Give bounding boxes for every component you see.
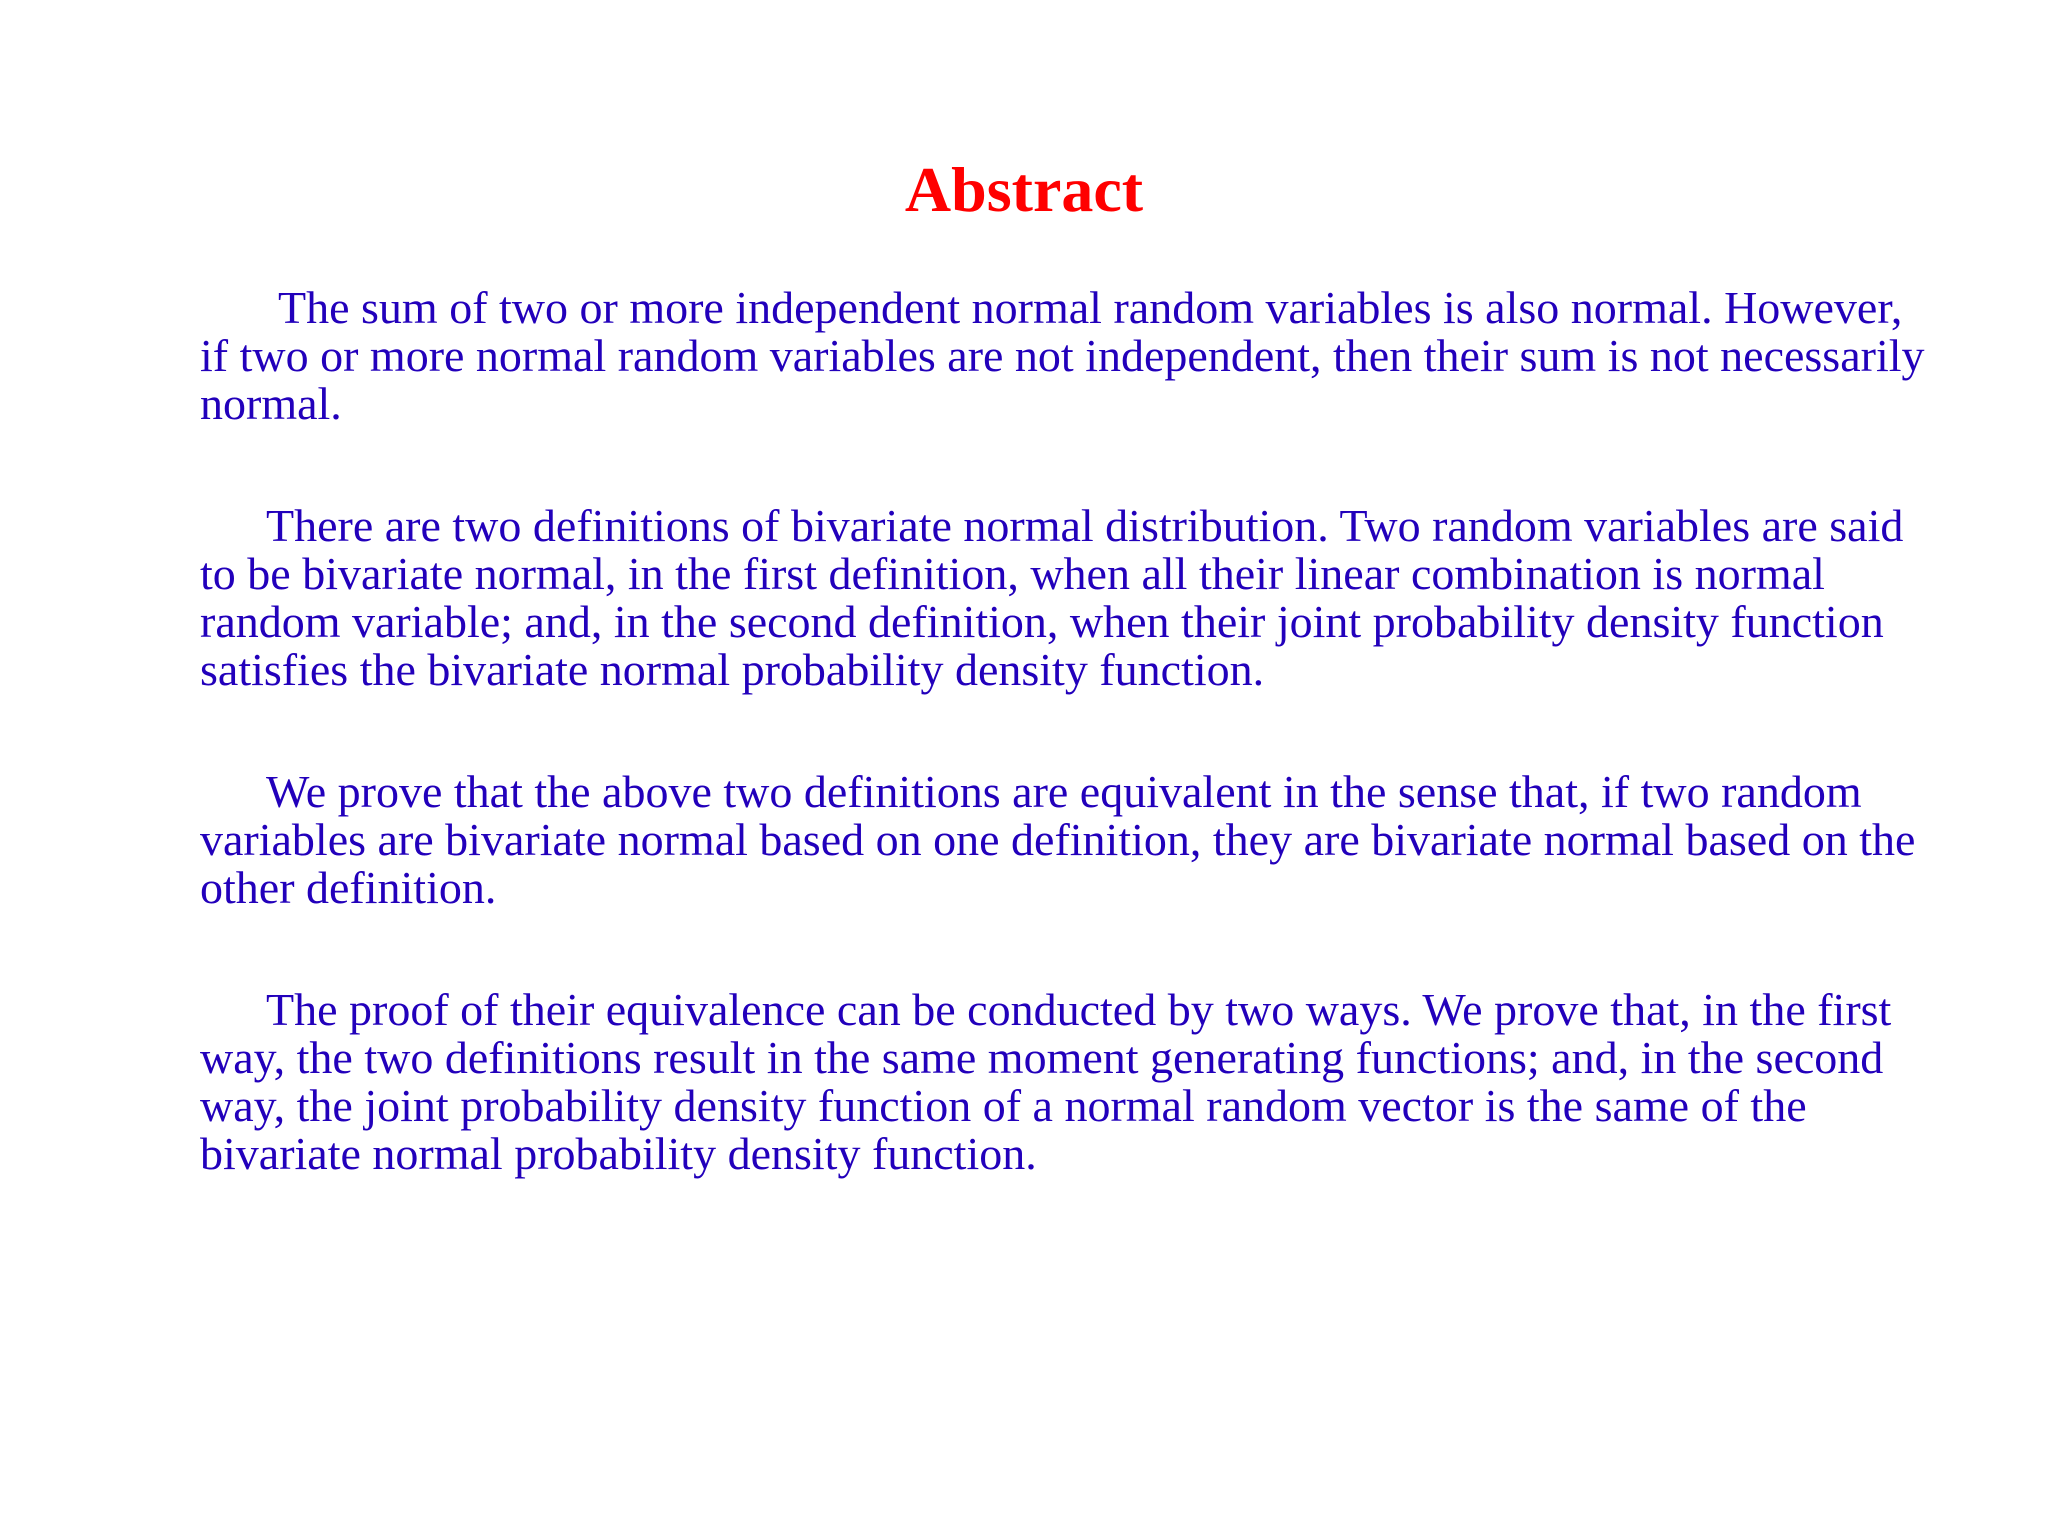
abstract-paragraph-1: The sum of two or more independent normal random variables is also normal. However, if two or more normal random variables are not independent, then their sum is not necessarily normal. <box>200 282 1925 429</box>
abstract-paragraph-2: There are two definitions of bivariate normal distribution. Two random variables are said to be bivariate normal, in the first definition, when all their linear combination is normal random variable; and, in the second definition, when their joint probability density function satisfies the bivariate normal probability density function. <box>200 500 1904 695</box>
abstract-paragraph-4: The proof of their equivalence can be conducted by two ways. We prove that, in the first way, the two definitions result in the same moment generating functions; and, in the second way, the joint probability density function of a normal random vector is the same of the bivariate normal probability density function. <box>200 984 1892 1179</box>
page-title: Abstract <box>904 154 1144 225</box>
abstract-paragraph-3: We prove that the above two definitions are equivalent in the sense that, if two random variables are bivariate normal based on one definition, they are bivariate normal based on the other definition. <box>200 766 1916 913</box>
abstract-body <box>200 284 1940 1252</box>
